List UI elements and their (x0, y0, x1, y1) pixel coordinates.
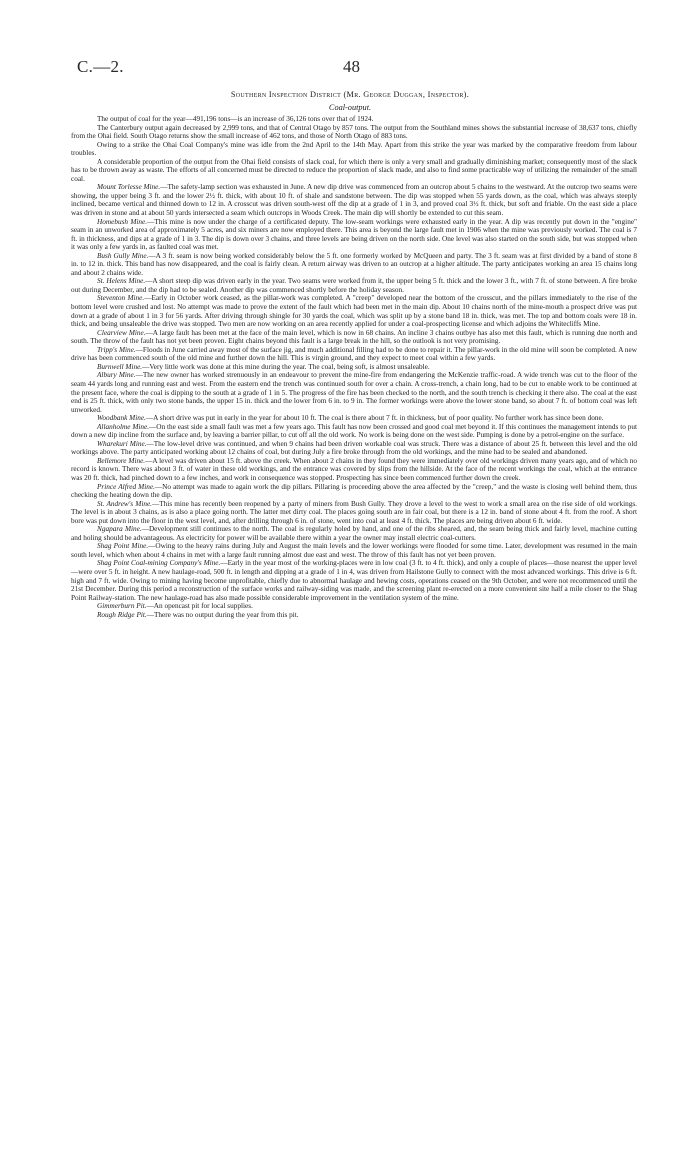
report-body (71, 115, 637, 619)
paragraph-text: —The new owner has worked strenuously in an endeavour to prevent the mine-fire from endangering the McKenzie traffic-road. A wide trench was cut to the floor of the seam 44 yards long and running east and west. From the eastern end the trench was continued south for over a chain. A cross-trench, a chain long, had to be cut to enable work to be continued at the present face, where the coal is dipping to the south at a grade of 1 in 5. The progress of the fire has been checked to the north, and the south trench is checking it there also. The coal at the east end is 25 ft. thick, with only two stone bands, the upper 15 in. thick and the lower from 6 in. to 9 in. The former workings were above the lower stone band, so about 7 ft. of bottom coal was left unworked. (71, 371, 637, 414)
mine-name: Rough Ridge Pit. (97, 610, 147, 619)
paragraph-text: —Floods in June carried away most of the surface jig, and much additional filling had to be done to repair it. The pillar-work in the old mine will soon be completed. A new drive has been commenced south of the old mine and further down the hill. This is virgin ground, and they expect to meet coal within a few yards. (71, 345, 637, 363)
paragraph-text: —A level was driven about 15 ft. above the creek. When about 2 chains in they found they were immediately over old workings driven many years ago, and of which no record is known. There was about 3 ft. of water in these old workings, and the entrance was covered by slips from the hillside. At the face of the recent workings the coal, which at the entrance was 20 ft. thick, had pinched down to a few inches, and work in consequence was stopped. Prospecting has since been commenced further down the creek. (71, 456, 637, 482)
paragraph-text: —Owing to the heavy rains during July and August the main levels and the lower workings were flooded for some time. Later, development was resumed in the main south level, which when about 4 chains in met with a large fault running almost due east and west. The throw of this fault has not yet been proven. (71, 542, 638, 559)
paragraph-text: —Very little work was done at this mine during the year. The coal, being soft, is almost unsaleable. (142, 362, 430, 371)
section-heading: Southern Inspection District (Mr. George Duggan, Inspector). (230, 90, 470, 99)
paragraph-text: —A short drive was put in early in the year for about 10 ft. The coal is there about 7 ft. in thickness, but of poor quality. No further work has since been done. (145, 414, 604, 423)
paragraph (71, 115, 637, 124)
paragraph (71, 252, 637, 278)
mine-name: Ngapara Mine. (97, 525, 142, 534)
paragraph-text: —Early in the year most of the working-places were in low coal (3 ft. to 4 ft. thick), and only a couple of places—those nearest the upper level—were over 5 ft. in height. A new haulage-road, 500 ft. in length and dipping at a grade of 1 in 4, was driven from Hailstone Gully to connect with the most advanced workings. This drive is 6 ft. high and 7 ft. wide. Owing to mining having become unprofitable, chiefly due to abnormal haulage and hewing costs, operations ceased on the 9th October, and were not recommenced until the 21st December. During this period a reconstruction of the surface works and railway-siding was made, and the screening plant re-erected on a more convenient site half a mile closer to the Shag Point Railway-station. The new haulage-road has also made possible considerable improvement in the ventilation system of the mine. (71, 559, 637, 602)
mine-name: Woodbank Mine. (97, 414, 146, 423)
paragraph (71, 294, 637, 328)
mine-name: Prince Alfred Mine. (97, 482, 155, 491)
paragraph-text: —No attempt was made to again work the dip pillars. Pillaring is proceeding above the area affected by the "creep," and the waste is closing well behind them, thus checking the heating down the dip. (71, 482, 637, 500)
paragraph-text: The output of coal for the year—491,196 tons—is an increase of 36,126 tons over that of 1924. (97, 115, 374, 123)
mine-name: Mount Torlesse Mine. (97, 183, 161, 192)
paragraph (71, 423, 637, 440)
paragraph (71, 141, 637, 158)
paragraph-text: —This mine has recently been reopened by a party of miners from Bush Gully. They drove a level to the west to work a small area on the rise side of old workings. The level is in about 3 chains, as is also a place going north. The latter met dirty coal. The places going south are in fair coal, but there is a 12 in. band of stone about 4 ft. from the roof. A short bore was put down into the floor in the west level, and, after drilling through 6 in. of stone, went into coal at least 4 ft. thick. The places are being driven about 6 ft. wide. (71, 499, 637, 525)
paragraph (71, 346, 637, 363)
paragraph (71, 457, 637, 483)
paragraph (71, 440, 637, 457)
paragraph (71, 277, 637, 294)
mine-name: St. Helens Mine. (97, 277, 146, 286)
mine-name: Homebush Mine. (97, 217, 148, 226)
mine-name: Steventon Mine. (97, 294, 145, 303)
report-reference: C.—2. (77, 57, 124, 76)
mine-name: Albury Mine. (97, 371, 136, 380)
mine-name: Shag Point Mine. (97, 542, 149, 551)
paragraph (71, 525, 637, 542)
paragraph-text: —There was no output during the year from this pit. (146, 610, 299, 619)
paragraph-text: —Development still continues to the north. The coal is regularly holed by hand, and one of the ribs sheared, and, the seam being thick and fairly level, machine cutting and holing should be advantageous. As electricity for power will be available there within a year the owner may install electric coal-cutters. (71, 525, 637, 542)
mine-name: Burnwell Mine. (97, 362, 143, 371)
paragraph (71, 371, 637, 414)
paragraph (71, 559, 637, 602)
paragraph (71, 500, 637, 526)
paragraph (71, 483, 637, 500)
paragraph (71, 611, 637, 620)
mine-name: Clearview Mine. (97, 328, 146, 337)
paragraph-text: Owing to a strike the Ohai Coal Company's mine was idle from the 2nd April to the 14th May. Apart from this strike the year was marked by the comparative freedom from labour troubles. (71, 140, 637, 158)
paragraph (71, 183, 637, 217)
mine-name: St. Andrew's Mine. (97, 499, 152, 508)
paragraph (71, 542, 637, 559)
paragraph-text: —A short steep dip was driven early in the year. Two seams were worked from it, the upper being 5 ft. thick and the lower 3 ft., with 7 ft. of stone between. A fire broke out during December, and the dip had to be sealed. Another dip was commenced shortly before the holiday season. (71, 277, 637, 294)
mine-name: Allanholme Mine. (97, 422, 150, 431)
paragraph-text: —Early in October work ceased, as the pillar-work was completed. A "creep" developed near the bottom of the crosscut, and the pillars immediately to the rise of the bottom level were crushed and lost. No attempt was made to prove the extent of the fault which had been met in the main dip. About 10 chains north of the mine-mouth a prospect drive was put down at a grade of about 1 in 3 for 56 yards. After driving through shingle for 30 yards the coal, which was split up by a stone band 18 in. thick, was met. The top and bottom coals were 18 in. thick, and being unsaleable the drive was stopped. Two men are now working on an area recently applied for under a coal-prospecting license and which adjoins the Whitecliffs Mine. (71, 294, 637, 329)
paragraph (71, 414, 637, 423)
mine-name: Shag Point Coal-mining Company's Mine. (97, 559, 221, 568)
paragraph (71, 124, 637, 141)
mine-name: Gimmerburn Pit. (97, 602, 147, 611)
paragraph (71, 329, 637, 346)
mine-name: Bellemore Mine. (97, 456, 146, 465)
paragraph-text: A considerable proportion of the output from the Ohai field consists of slack coal, for which there is only a very small and gradually diminishing market; consequently most of the slack has to be thrown away as waste. The efforts of all concerned must be directed to reduce the proportion of slack made, and also to find some practicable way of utilizing the remainder of the small coal. (71, 157, 637, 183)
paragraph (71, 158, 637, 184)
mine-name: Wharekuri Mine. (97, 439, 147, 448)
mine-name: Tripp's Mine. (97, 345, 136, 354)
paragraph-text: —A 3 ft. seam is now being worked considerably below the 5 ft. one formerly worked by McQueen and party. The 3 ft. seam was at first divided by a band of stone 8 in. to 12 in. thick. This band has now disappeared, and the coal is fairly clean. A return airway was driven to an outcrop at a higher altitude. The party anticipates working an area 15 chains long and about 2 chains wide. (71, 251, 637, 277)
paragraph (71, 602, 637, 611)
paragraph-text: —A large fault has been met at the face of the main level, which is now in 68 chains. An incline 3 chains outbye has also met this fault, which is running due north and south. The throw of the fault has not yet been proven. Eight chains beyond this fault is a large break in the hill, so the outlook is not very promising. (71, 328, 637, 346)
paragraph-text: —The low-level drive was continued, and when 9 chains had been driven workable coal was struck. There was a distance of about 25 ft. between this level and the old workings above. The party anticipated working about 12 chains of coal, but during July a fire broke through from the old workings, and the mine had to be sealed and abandoned. (71, 439, 637, 457)
page-number: 48 (343, 57, 360, 76)
paragraph (71, 363, 637, 372)
mine-name: Bush Gully Mine. (97, 251, 149, 260)
paragraph-text: —On the east side a small fault was met a few years ago. This fault has now been crossed and good coal met beyond it. If this continues the management intends to put down a new dip incline from the surface and, by leaving a barrier pillar, to cut off all the old work. No work is being done on the west side. Pumping is done by a petrol-engine on the surface. (71, 422, 637, 440)
paragraph-text: —This mine is now under the charge of a certificated deputy. The low-seam workings were exhausted early in the year. A dip was recently put down in the "engine" seam in an unworked area of approximately 5 acres, and six miners are now employed there. This area is beyond the large fault met in 1906 when the mine was previously worked. The coal is 7 ft. in thickness, and dips at a grade of 1 in 3. The dip is down over 3 chains, and three levels are being driven on the north side. One level was also started on the south side, but was stopped when it was only a few yards in, as faulted coal was met. (71, 217, 637, 252)
paragraph (71, 218, 637, 252)
paragraph-text: —An opencast pit for local supplies. (146, 602, 253, 611)
paragraph-text: The Canterbury output again decreased by 2,999 tons, and that of Central Otago by 857 tons. The output from the Southland mines shows the substantial increase of 38,637 tons, chiefly from the Ohai field. South Otago returns show the small increase of 462 tons, and those of North Otago of 883 tons. (71, 123, 637, 141)
section-subheading: Coal-output. (328, 103, 372, 112)
paragraph-text: —The safety-lamp section was exhausted in June. A new dip drive was commenced from an outcrop about 5 chains to the westward. At the outcrop two seams were showing, the upper being 3 ft. and the lower 2½ ft. thick, with about 10 ft. of shale and sandstone between. The dip was stopped when 55 yards down, as the coal, which was always steeply inclined, became vertical and thinned down to 12 in. A crosscut was driven south-west off the dip at a grade of 1 in 3, and proved coal 3½ ft. thick, but soft and friable. On the east side a place was driven in stone and at about 50 yards intersected a seam which outcrops in Woods Creek. The main dip will shortly be extended to cut this seam. (71, 183, 637, 218)
